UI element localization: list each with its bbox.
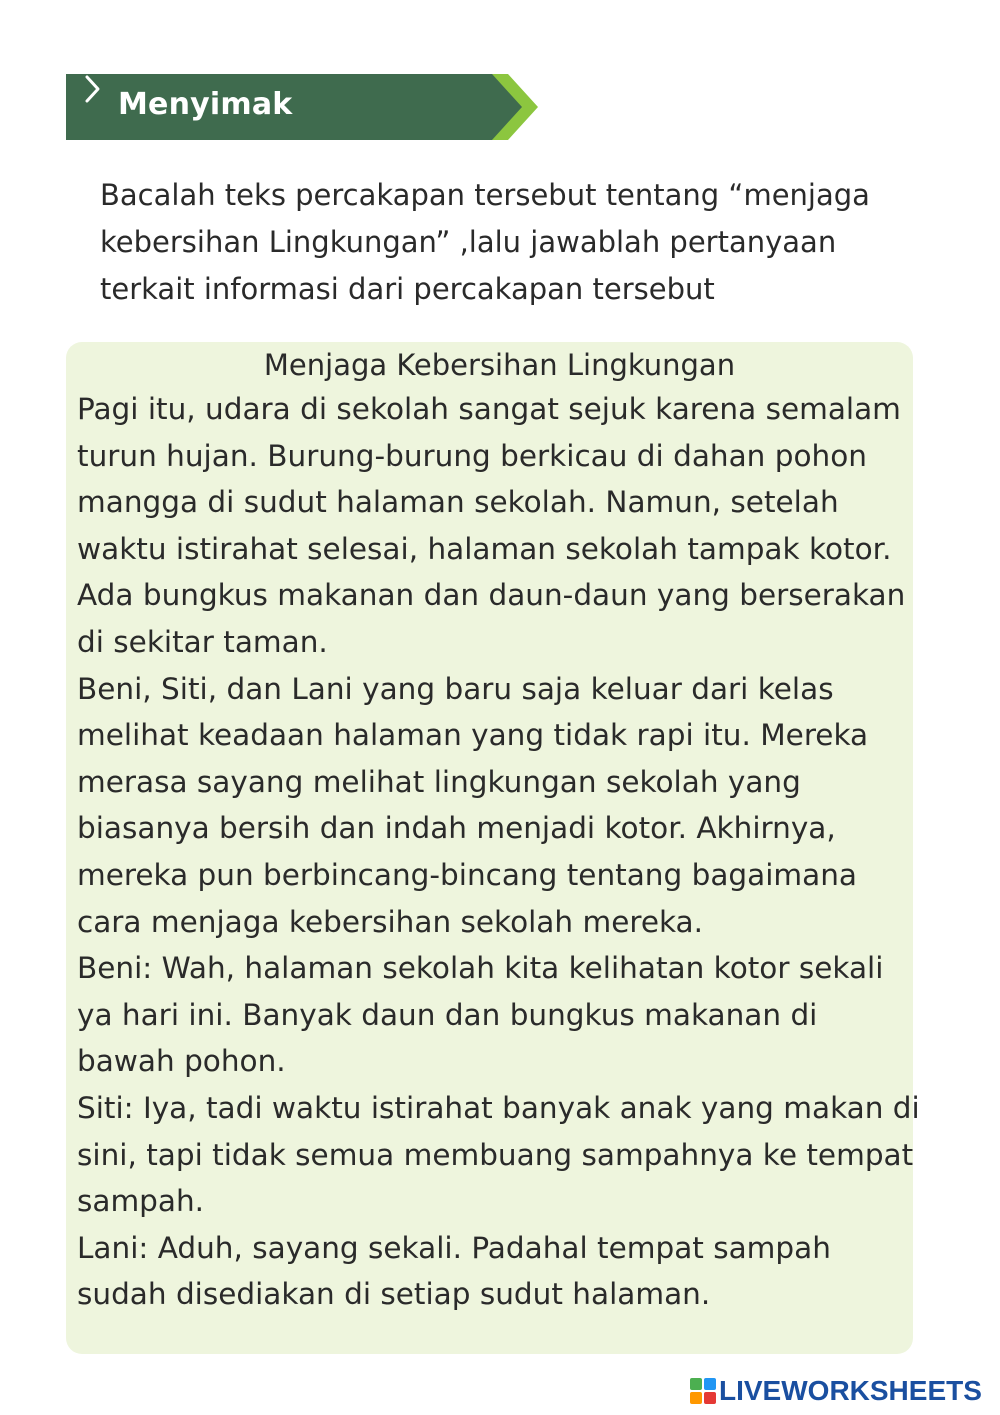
story-line: Pagi itu, udara di sekolah sangat sejuk karena semalam [77,392,901,426]
story-line: Beni, Siti, dan Lani yang baru saja keluar dari kelas [77,671,834,706]
liveworksheets-watermark[interactable] [690,1373,982,1409]
watermark-text: LIVEWORKSHEETS [719,1375,982,1406]
liveworksheets-logo-icon [690,1378,716,1404]
story-body [77,386,937,1318]
section-header-banner [66,74,538,140]
story-line: mereka pun berbincang-bincang tentang bagaimana [77,857,857,892]
story-line: sini, tapi tidak semua membuang sampahnya ke tempat [77,1137,914,1172]
instruction-line: Bacalah teks percakapan tersebut tentang “menjaga [100,178,870,212]
instruction-line: kebersihan Lingkungan” ,lalu jawablah pertanyaan [100,225,837,259]
instruction-line: terkait informasi dari percakapan tersebut [100,272,715,306]
story-line: di sekitar taman. [77,624,328,659]
story-line: melihat keadaan halaman yang tidak rapi itu. Mereka [77,718,869,753]
story-line: ya hari ini. Banyak daun dan bungkus makanan di [77,997,818,1032]
story-line: sampah. [77,1184,205,1219]
story-line: cara menjaga kebersihan sekolah mereka. [77,904,703,939]
instruction-text [100,172,920,313]
story-line: waktu istirahat selesai, halaman sekolah tampak kotor. [77,531,892,566]
story-line: sudah disediakan di setiap sudut halaman. [77,1277,711,1312]
story-line: turun hujan. Burung-burung berkicau di dahan pohon [77,438,867,473]
story-line: Beni: Wah, halaman sekolah kita kelihatan kotor sekali [77,951,884,986]
story-box [66,342,920,1354]
chevron-right-icon [82,74,104,104]
story-line: Ada bungkus makanan dan daun-daun yang berserakan [77,578,906,613]
section-title: Menyimak [118,87,293,122]
story-line: biasanya bersih dan indah menjadi kotor. Akhirnya, [77,811,836,846]
story-line: bawah pohon. [77,1044,286,1079]
story-line: mangga di sudut halaman sekolah. Namun, setelah [77,485,839,520]
story-line: Siti: Iya, tadi waktu istirahat banyak anak yang makan di [77,1090,920,1125]
story-title: Menjaga Kebersihan Lingkungan [263,348,736,382]
story-line: Lani: Aduh, sayang sekali. Padahal tempat sampah [77,1230,831,1265]
story-line: merasa sayang melihat lingkungan sekolah yang [77,764,801,799]
